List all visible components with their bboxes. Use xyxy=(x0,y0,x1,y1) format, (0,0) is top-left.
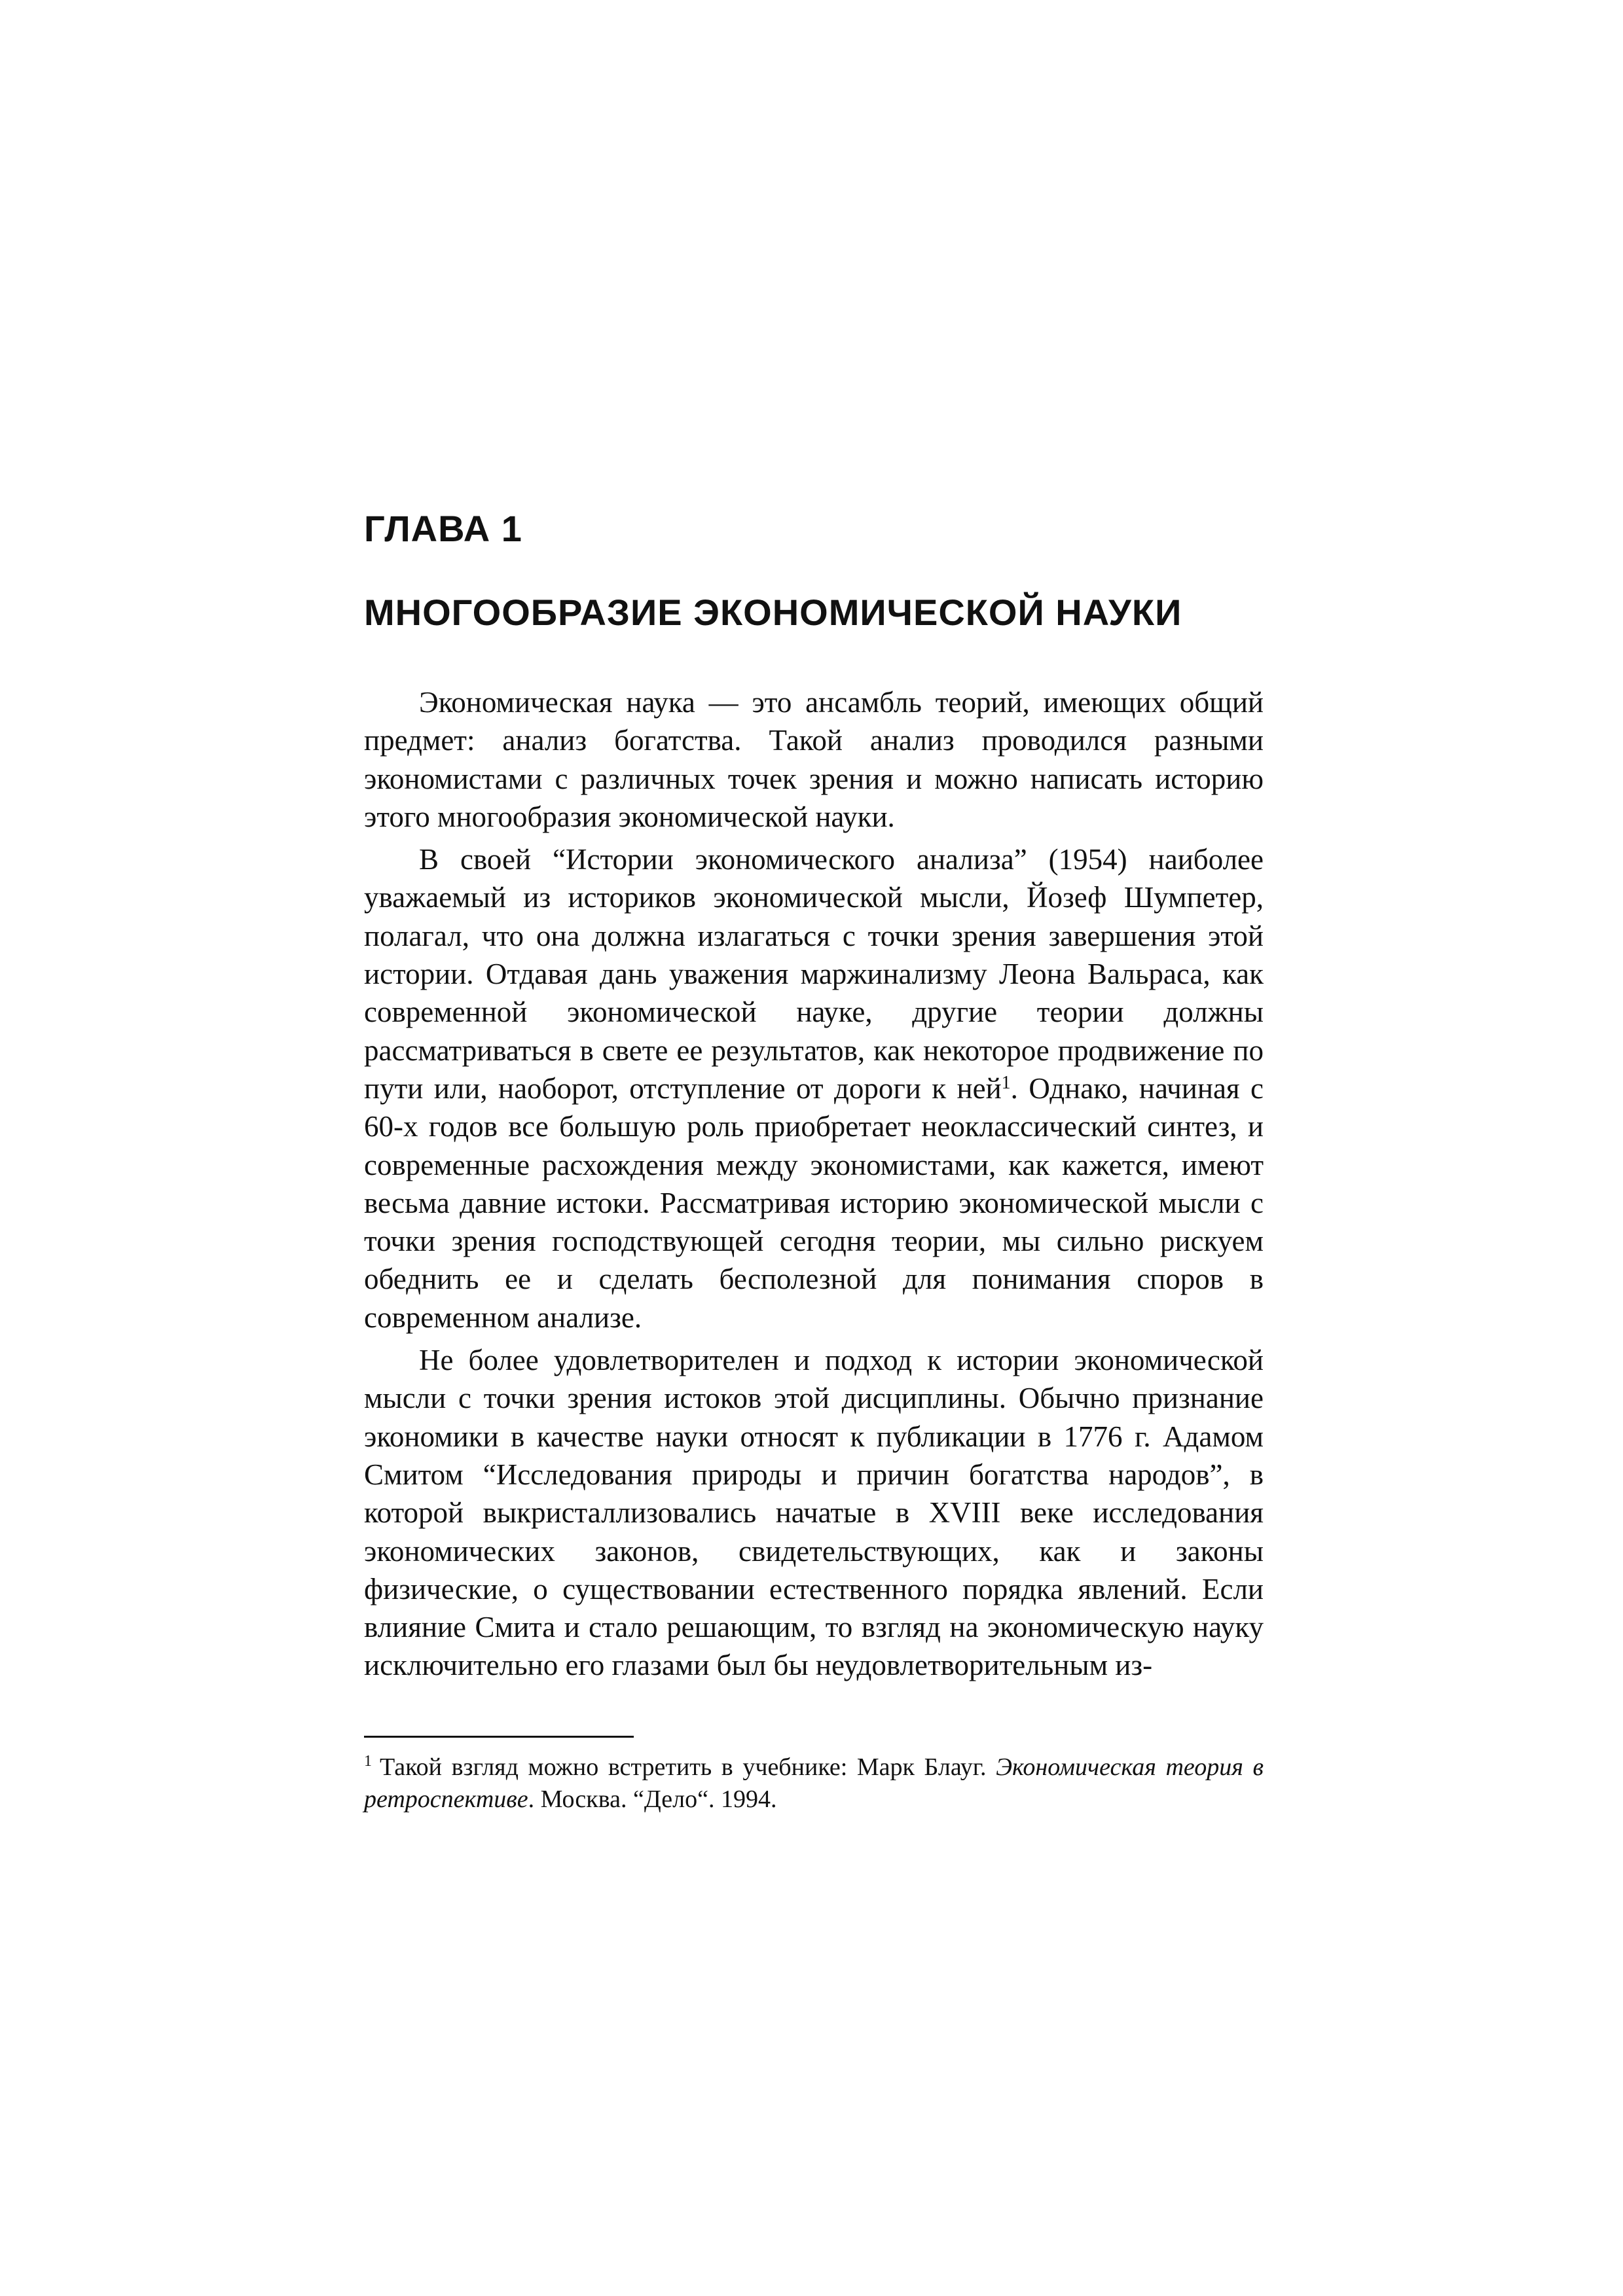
paragraph-2-part-1: В своей “Истории экономического анализа” (1954) наиболее уважаемый из историков экономической мысли, Йозеф Шумпетер, полагал, что она должна излагаться с точки зрения завершения этой истории. Отдавая дань уважения маржинализму Леона Вальраса, как современной экономической науке, другие теории должны рассматриваться в свете ее результатов, как некоторое продвижение по пути или, наоборот, отступление от дороги к ней xyxy=(364,843,1264,1105)
footnote xyxy=(364,1751,1264,1816)
footnote-text-start: Такой взгляд можно встретить в учебнике: Марк Блауг. xyxy=(380,1753,996,1781)
footnote-text-end: . Москва. “Дело“. 1994. xyxy=(528,1785,777,1813)
paragraph-2 xyxy=(364,840,1264,1336)
chapter-title: МНОГООБРАЗИЕ ЭКОНОМИЧЕСКОЙ НАУКИ xyxy=(364,592,1182,633)
footnote-separator xyxy=(364,1736,634,1738)
footnote-number: 1 xyxy=(364,1753,372,1770)
chapter-label: ГЛАВА 1 xyxy=(364,508,522,549)
paragraph-3: Не более удовлетворителен и подход к истории экономической мысли с точки зрения истоков этой дисциплины. Обычно признание экономики в качестве науки относят к публикации в 1776 г. Адамом Смитом “Исследования природы и причин богатства народов”, в которой выкристаллизовались начатые в XVIII веке исследования экономических законов, свидетельствующих, как и законы физические, о существовании естественного порядка явлений. Если влияние Смита и стало решающим, то взгляд на экономическую науку исключительно его глазами был бы неудовлетворительным из- xyxy=(364,1344,1264,1682)
body-text xyxy=(364,683,1264,1689)
footnote-book-title: Экономическая теория в ретроспективе xyxy=(364,1753,1264,1813)
footnote-reference: 1 xyxy=(1001,1072,1011,1093)
paragraph-2-part-2: . Однако, начиная с 60-х годов все большую роль приобретает неоклассический синтез, и современные расхождения между экономистами, как кажется, имеют весьма давние истоки. Рассматривая историю экономической мысли с точки зрения господствующей сегодня теории, мы сильно рискуем обеднить ее и сделать бесполезной для понимания споров в современном анализе. xyxy=(364,1071,1264,1334)
paragraph-1: Экономическая наука — это ансамбль теорий, имеющих общий предмет: анализ богатства. Такой анализ проводился разными экономистами с различных точек зрения и можно написать историю этого многообразия экономической науки. xyxy=(364,686,1264,833)
